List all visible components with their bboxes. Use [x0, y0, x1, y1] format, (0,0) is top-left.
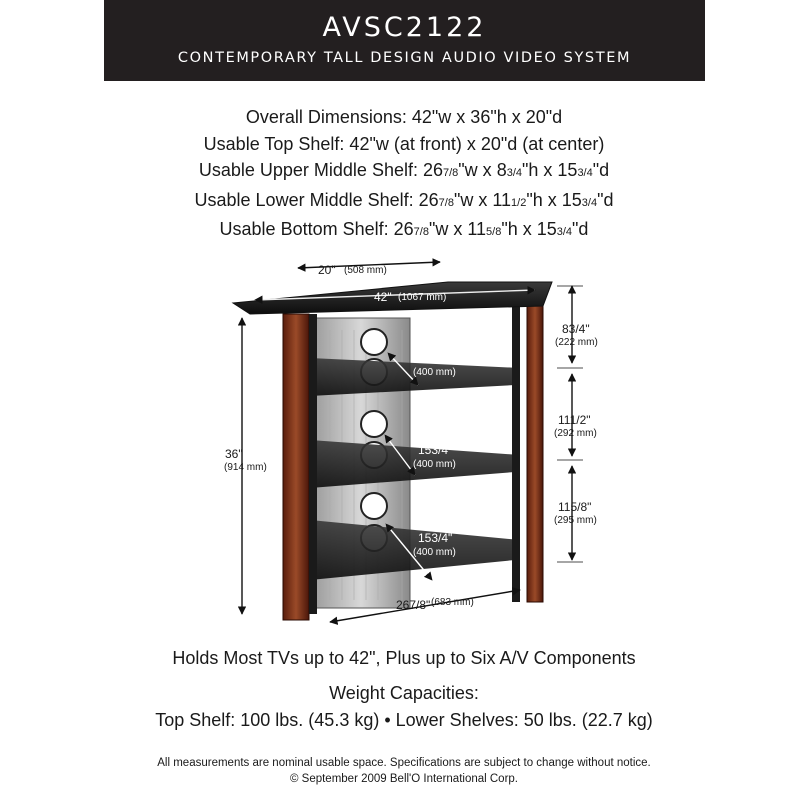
- gap1-label: 83/4": [562, 322, 590, 336]
- gap2-mm-label: (292 mm): [554, 428, 597, 439]
- spec-text: "w x 11: [453, 189, 512, 210]
- shelf3-depth-mm-label: (400 mm): [413, 547, 456, 558]
- spec-text: "d: [597, 189, 614, 210]
- shelf1-depth-label: 153/4": [418, 351, 453, 365]
- top-shelf: [233, 282, 552, 314]
- fraction: 3/4: [581, 196, 598, 209]
- spec-text: Usable Upper Middle Shelf: 26: [198, 160, 443, 180]
- spec-text: Usable Bottom Shelf: 26: [219, 219, 414, 239]
- spec-text: "w x 8: [458, 160, 507, 180]
- rear-left-post: [309, 314, 317, 614]
- height-label: 36": [225, 447, 243, 461]
- spec-top-shelf: Usable Top Shelf: 42"w (at front) x 20"d (at center): [203, 133, 605, 154]
- spec-text: "d: [592, 160, 610, 180]
- spec-text: "h x 15: [522, 160, 578, 180]
- fraction: 1/2: [511, 196, 527, 209]
- spec-text: Usable Lower Middle Shelf: 26: [194, 189, 439, 210]
- spec-bottom-shelf: [0, 216, 808, 246]
- dimension-specs: [0, 104, 808, 246]
- front-left-leg: [283, 314, 309, 620]
- product-subtitle: CONTEMPORARY TALL DESIGN AUDIO VIDEO SYSTEM: [177, 50, 632, 66]
- fraction: 7/8: [443, 167, 459, 179]
- rear-right-post: [512, 300, 520, 602]
- spec-text: "h x 15: [526, 189, 582, 210]
- height-mm-label: (914 mm): [224, 462, 267, 473]
- shelf3-depth-label: 153/4": [418, 531, 453, 545]
- fraction: 3/4: [577, 167, 593, 179]
- depth-mm-label: (508 mm): [344, 265, 387, 276]
- copyright-text: © September 2009 Bell'O International Corp.: [289, 773, 519, 785]
- shelf2-depth-label: 153/4": [418, 443, 453, 457]
- model-number: AVSC2122: [322, 12, 487, 43]
- weight-capacities-values: Top Shelf: 100 lbs. (45.3 kg) • Lower Shelves: 50 lbs. (22.7 kg): [155, 710, 653, 730]
- spec-text: "d: [572, 219, 589, 239]
- tv-capacity-text: Holds Most TVs up to 42", Plus up to Six A/V Components: [172, 648, 636, 668]
- spec-lower-middle-shelf: [0, 187, 808, 217]
- weight-capacities-title: Weight Capacities:: [329, 683, 479, 703]
- fraction: 7/8: [413, 226, 429, 238]
- width-mm-label: (1067 mm): [398, 292, 447, 303]
- front-right-leg: [527, 296, 543, 602]
- title-banner: [104, 0, 705, 81]
- disclaimer-text: All measurements are nominal usable space. Specifications are subject to change without notice.: [157, 757, 651, 769]
- fraction: 7/8: [438, 196, 454, 209]
- gap2-label: 111/2": [558, 413, 591, 427]
- spec-overall: Overall Dimensions: 42"w x 36"h x 20"d: [245, 107, 563, 127]
- fraction: 3/4: [506, 167, 522, 179]
- spec-upper-middle-shelf: [0, 157, 808, 187]
- bottom-width-label: 267/8": [396, 598, 431, 612]
- depth-label: 20": [318, 263, 336, 277]
- product-diagram: [0, 250, 808, 640]
- width-label: 42": [374, 290, 392, 304]
- spec-text: "w x 11: [428, 219, 487, 239]
- footer-notice: [0, 755, 808, 787]
- gap1-mm-label: (222 mm): [555, 337, 598, 348]
- bottom-width-mm-label: (683 mm): [431, 597, 474, 608]
- spec-text: "h x 15: [501, 219, 557, 239]
- fraction: 3/4: [556, 226, 573, 238]
- shelf1-depth-mm-label: (400 mm): [413, 367, 456, 378]
- shelf2-depth-mm-label: (400 mm): [413, 459, 456, 470]
- gap3-mm-label: (295 mm): [554, 515, 597, 526]
- gap3-label: 115/8": [558, 500, 592, 514]
- fraction: 5/8: [486, 226, 502, 238]
